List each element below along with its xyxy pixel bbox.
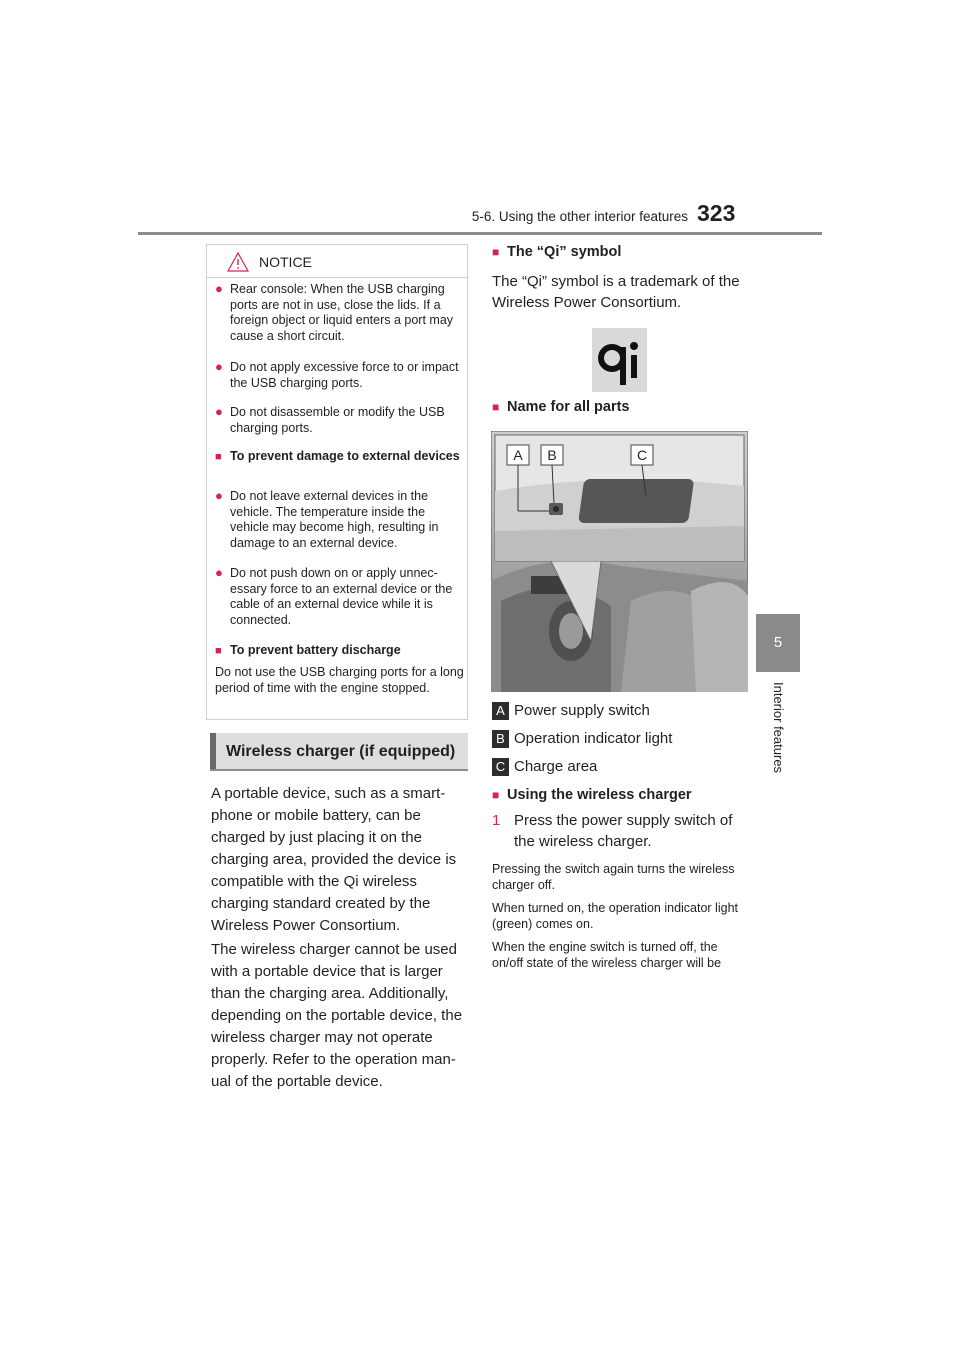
square-bullet-icon: ■ [492, 788, 500, 802]
bullet-icon: ● [215, 359, 223, 374]
qi-description: The “Qi” symbol is a trademark of the Wireless Power Consortium. [492, 273, 740, 311]
square-bullet-icon: ■ [215, 451, 222, 463]
subheading-using: ■ Using the wireless charger [492, 787, 692, 803]
step-number: 1 [492, 812, 501, 829]
header-rule [138, 232, 822, 235]
body-paragraph: A portable device, such as a smart-phone or mobile battery, can be charged by just placing it on the charging area, provided the device is compatible with the Qi wireless charging standard created by the Wireless Power Consortium. [211, 785, 457, 934]
legend-key: A [492, 702, 509, 720]
notice-item: ● Do not push down on or apply unnec-essary force to an external device or the cable of an external device while it is connected. [215, 565, 453, 627]
square-bullet-icon: ■ [492, 400, 500, 414]
notice-text: Do not use the USB charging ports for a long period of time with the engine stopped. [215, 665, 464, 695]
notice-item: ● Rear console: When the USB charging ports are not in use, close the lids. If a foreign object or liquid enters a port may cause a short circuit. [215, 281, 454, 343]
legend-key: B [492, 730, 509, 748]
bullet-icon: ● [215, 281, 223, 296]
chapter-label [770, 682, 790, 802]
notice-subheading: ■ To prevent battery discharge [215, 643, 465, 660]
note-text: Pressing the switch again turns the wireless charger off. [492, 862, 735, 892]
body-paragraph: The wireless charger cannot be used with a portable device that is larger than the charging area. Additionally, depending on the portable device, the wireless charger may not operate properly. Refer to the operation man-ual of the portable device. [211, 941, 463, 1090]
notice-item: ● Do not disassemble or modify the USB charging ports. [215, 404, 445, 435]
legend-label: Operation indicator light [514, 730, 673, 747]
note-text: When the engine switch is turned off, the on/off state of the wireless charger will be [492, 940, 722, 970]
notice-title: NOTICE [259, 254, 312, 270]
section-title: Wireless charger (if equipped) [226, 743, 456, 760]
notice-box [206, 244, 468, 720]
bullet-icon: ● [215, 488, 223, 503]
callout-a: A [513, 447, 523, 463]
section-heading-bar [210, 733, 216, 769]
square-bullet-icon: ■ [492, 245, 500, 259]
legend-label: Power supply switch [514, 702, 650, 719]
note-text: When turned on, the operation indicator light (green) comes on. [492, 901, 738, 931]
callout-b: B [547, 447, 557, 463]
square-bullet-icon: ■ [215, 645, 222, 657]
step-item [492, 810, 752, 852]
subheading-parts: ■ Name for all parts [492, 399, 630, 415]
subheading-qi: ■ The “Qi” symbol [492, 244, 622, 260]
running-header-section: 5-6. Using the other interior features [471, 209, 688, 224]
wireless-charger-illustration [491, 431, 748, 692]
legend-label: Charge area [514, 758, 598, 775]
step-text: Press the power supply switch of the wireless charger. [514, 812, 733, 850]
callout-c: C [636, 447, 648, 463]
notice-subheading: ■ To prevent damage to external devices [215, 449, 465, 466]
page-number: 323 [697, 200, 736, 226]
qi-logo [592, 328, 647, 392]
legend-key: C [492, 758, 509, 776]
bullet-icon: ● [215, 565, 223, 580]
chapter-label-text: Interior features [771, 682, 786, 774]
notice-header [207, 245, 467, 278]
warning-icon [227, 252, 249, 272]
qi-logo-icon [592, 328, 647, 392]
notice-item: ● Do not leave external devices in the vehicle. The temperature inside the vehicle may become high, resulting in damage to an external device. [215, 488, 439, 550]
section-heading [210, 733, 468, 771]
notice-item: ● Do not apply excessive force to or impact the USB charging ports. [215, 359, 459, 390]
chapter-tab[interactable]: 5 [756, 614, 800, 672]
bullet-icon: ● [215, 404, 223, 419]
